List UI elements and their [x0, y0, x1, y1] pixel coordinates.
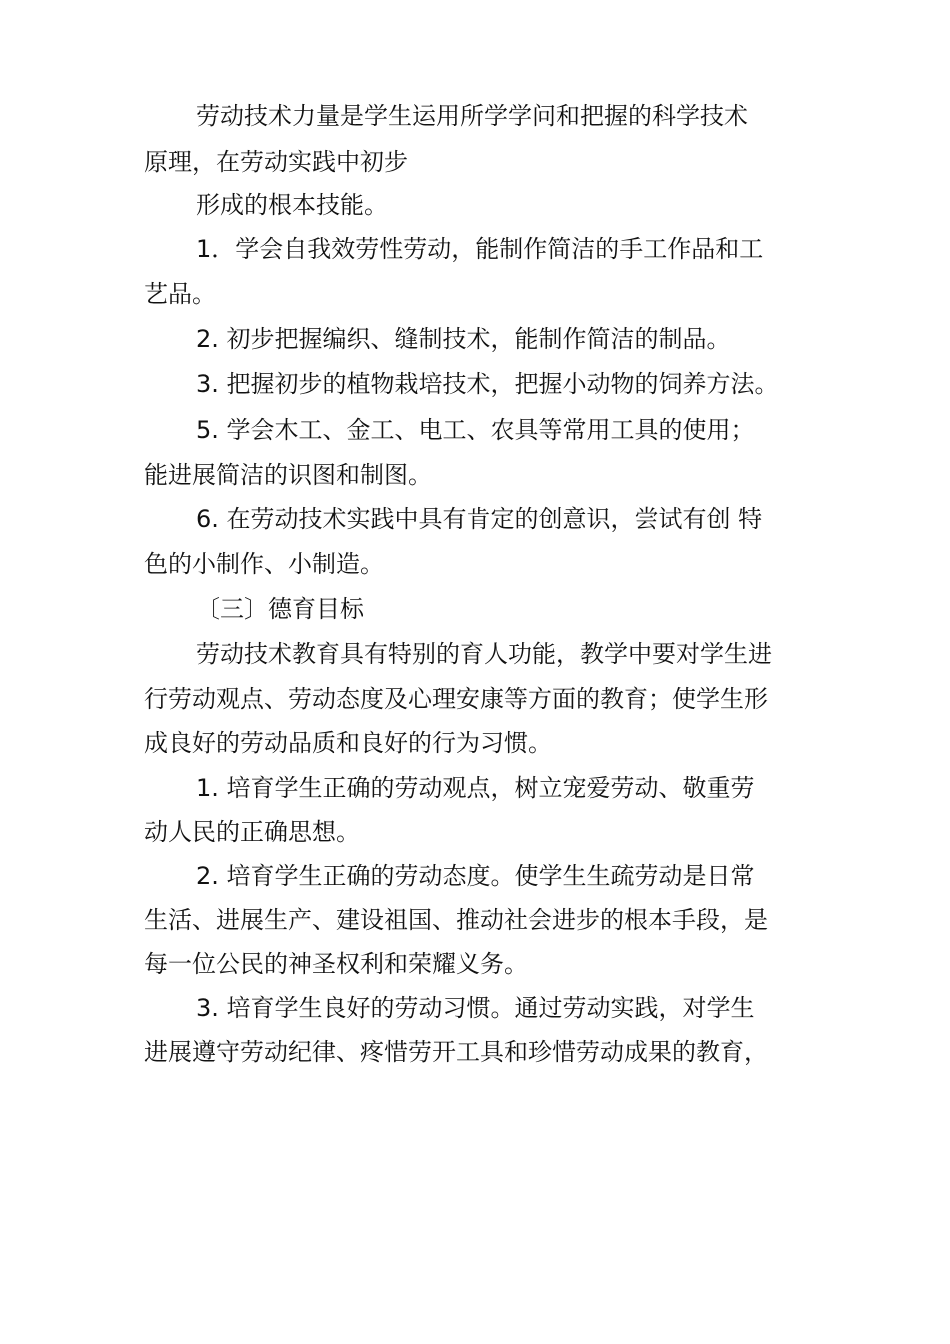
list-item-3: 3. 把握初步的植物栽培技术，把握小动物的饲养方法。 — [196, 370, 779, 398]
goal-item-3-cont: 进展遵守劳动纪律、疼惜劳开工具和珍惜劳动成果的教育， — [144, 1038, 768, 1066]
goal-item-2-cont-1: 生活、进展生产、建设祖国、推动社会进步的根本手段，是 — [144, 906, 768, 934]
goal-item-2-cont-2: 每一位公民的神圣权利和荣耀义务。 — [144, 950, 528, 978]
goal-item-1: 1. 培育学生正确的劳动观点，树立宠爱劳动、敬重劳 — [196, 774, 755, 802]
paragraph-line-3: 成良好的劳动品质和良好的行为习惯。 — [144, 729, 552, 757]
list-item-1: 1．学会自我效劳性劳动，能制作简洁的手工作品和工 — [196, 235, 764, 263]
goal-item-2: 2. 培育学生正确的劳动态度。使学生生疏劳动是日常 — [196, 862, 755, 890]
list-item-5: 5. 学会木工、金工、电工、农具等常用工具的使用； — [196, 416, 755, 444]
list-item-2: 2. 初步把握编织、缝制技术，能制作简洁的制品。 — [196, 325, 731, 353]
goal-item-1-cont: 动人民的正确思想。 — [144, 818, 360, 846]
list-item-1-cont: 艺品。 — [144, 280, 216, 308]
list-item-6: 6. 在劳动技术实践中具有肯定的创意识，尝试有创 特 — [196, 505, 763, 533]
goal-item-3: 3. 培育学生良好的劳动习惯。通过劳动实践，对学生 — [196, 994, 755, 1022]
section-heading: 〔三〕德育目标 — [196, 595, 364, 623]
paragraph-line-2: 行劳动观点、劳动态度及心理安康等方面的教育；使学生形 — [144, 685, 768, 713]
text-line-2: 原理，在劳动实践中初步 — [144, 148, 408, 176]
paragraph-line-1: 劳动技术教育具有特别的育人功能，教学中要对学生进 — [196, 640, 772, 668]
text-line-1: 劳动技术力量是学生运用所学学问和把握的科学技术 — [196, 102, 748, 130]
list-item-5-cont: 能进展简洁的识图和制图。 — [144, 461, 432, 489]
list-item-6-cont: 色的小制作、小制造。 — [144, 550, 384, 578]
text-line-3: 形成的根本技能。 — [196, 191, 388, 219]
